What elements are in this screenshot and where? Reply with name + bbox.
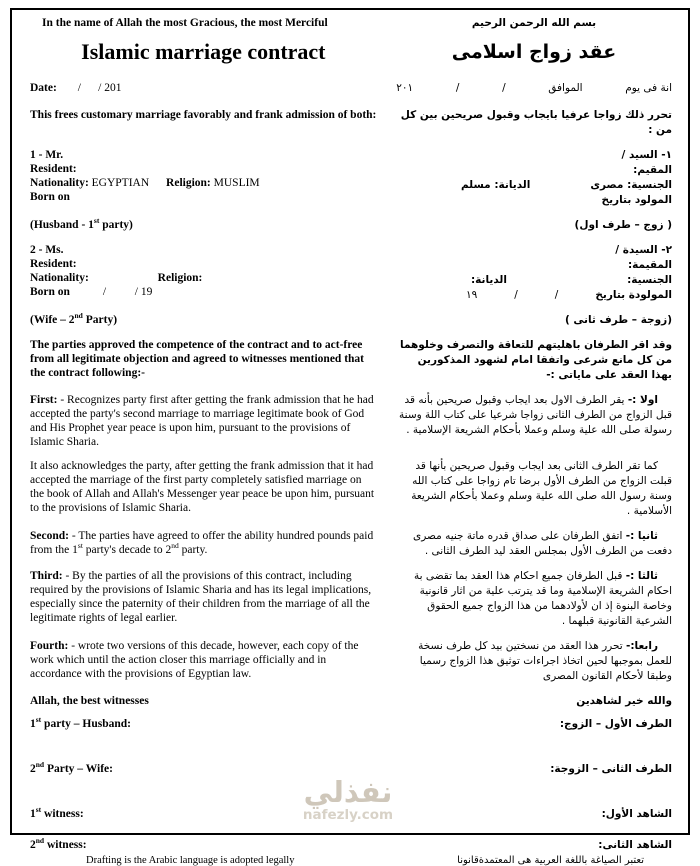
party2-nationality-label-en: Nationality: [30, 272, 89, 284]
party2-en [30, 243, 377, 299]
clause-third-ar [396, 569, 672, 629]
clause-second-text2-en: party's decade to 2 [82, 544, 172, 556]
party2-role-row [30, 313, 672, 328]
header-row [30, 16, 672, 31]
clause-second-label-ar: ثانيا :- [625, 530, 658, 542]
allah-witness-ar: والله خير لشاهدين [576, 695, 672, 707]
witness1-num: 1 [30, 808, 36, 820]
page-border-frame [10, 8, 690, 866]
witness2-row [30, 838, 672, 853]
party2-born-ar: المولودة بتاريخ [595, 289, 672, 301]
party1-role-en-sup: st [93, 216, 100, 226]
party2-resident-ar: المقيمة: [627, 259, 672, 271]
clause-second-text3-en: party. [178, 544, 208, 556]
clause-second-label-en: Second: [30, 530, 69, 542]
party1-role-en-text2: party) [99, 219, 133, 231]
party2-block [30, 243, 672, 303]
date-corresponding-ar: الموافق [548, 82, 583, 94]
party2-born-value-en: / / 19 [102, 286, 153, 298]
clause-second-text-ar: اتفق الطرفان على صداق قدره ماتة جنيه مصرى دفعت من الطرف الأول بمجلس العقد ليد الطرف الثانى . [412, 530, 672, 557]
clause-fourth-label-en: Fourth: [30, 640, 69, 652]
party1-nationality-ar: الجنسية: مصرى [590, 179, 672, 191]
clause-second-text1-en: - The parties have agreed to offer the ability hundred pounds paid from the 1 [30, 530, 374, 556]
witness1-text: witness: [41, 808, 84, 820]
clause-third-text-ar: قبل الطرفان جميع احكام هذا العقد بما تقضى بة احكام الشريعة الإسلامية وما قد يترتب علية من اثار قانونية وخاصة البنوة إذ ان لأولادهما من هذا الزواج جميع الحقوق الشرعية القانونية قبلهما . [414, 570, 672, 627]
party2-born-label-en: Born on [30, 286, 70, 298]
party2-nationality-line-en [30, 271, 377, 285]
clause-first-text-ar: يقر الطرف الاول بعد ايجاب وقبول صريحين بأنه قد قبل الزواج من الطرف الثانى زواجا شرعيا على كتاب اللة وسنة رسولة صلى الله علية وسلم وعملا بأحكام الشريعة الإسلامية . [399, 394, 672, 436]
party1-nationality-value-en: EGYPTIAN [91, 177, 150, 189]
party2-born-slash2-ar: / [514, 289, 518, 301]
witness2-num: 2 [30, 839, 36, 851]
clause-third-text-en: - By the parties of all the provisions of this contract, including required by the provisions of Islamic Sharia and has its legal implications, especially since the paternity of their children from the marriage of all the legitimate rights of legal earlier. [30, 570, 372, 624]
date-row [30, 81, 672, 96]
party2-number-ar: ٢- السيدة / [615, 244, 672, 256]
approval-row [30, 338, 672, 383]
signature-party2-text: Party – Wife: [44, 763, 113, 775]
acknowledgement-en: It also acknowledges the party, after getting the frank admission that it had accepted the marriage of the first party completely satisfied marriage on the book of Allah and Allah's Messenger year peace be upon him, pursuant to the provisions of Islamic Sharia. [30, 460, 375, 514]
party1-number-en: 1 - Mr. [30, 149, 64, 161]
witness2-en [30, 838, 377, 852]
signature-party2-row [30, 762, 672, 777]
party2-religion-ar: الديانة: [470, 274, 507, 286]
party1-nationality-label-en: Nationality: [30, 177, 89, 189]
signature-party1-num: 1 [30, 718, 36, 730]
clause-fourth-label-ar: رابعا:- [625, 640, 658, 652]
document-title-ar: عقد زواج اسلامى [451, 41, 617, 63]
party2-role-en-text2: Party) [82, 314, 118, 326]
signature-party1-row [30, 717, 672, 732]
watermark-url: nafezly.com [302, 807, 394, 823]
witness2-ar: الشاهد الثانى: [598, 839, 672, 851]
clause-second-en [30, 529, 377, 557]
party1-born-en: Born on [30, 191, 70, 203]
party1-resident-ar: المقيم: [633, 164, 672, 176]
date-label-en: Date: [30, 82, 57, 94]
party1-religion-value-en: MUSLIM [213, 177, 260, 189]
intro-en: This frees customary marriage favorably and frank admission of both: [30, 109, 377, 121]
witness1-ar: الشاهد الأول: [601, 808, 672, 820]
party2-religion-label-en: Religion: [157, 272, 203, 284]
signature-party1-sup: st [35, 715, 42, 725]
approval-ar: وقد اقر الطرفان باهليتهم للتعاقة والتصرف وخلوهما من كل مانع شرعى واتفقا امام لشهود المذكورين بهذا العقد على ماياتى :- [400, 339, 672, 381]
date-day-ar: انة فى يوم [625, 82, 672, 94]
clause-fourth-text-en: - wrote two versions of this decade, however, each copy of the work which until the action closer this marriage officially and in accordance with the provisions of Egyptian law. [30, 640, 359, 680]
footer-note-ar: تعتبر الصياغة باللغة العربية هى المعتمدةقانونا [457, 855, 644, 866]
party2-resident-en: Resident: [30, 258, 77, 270]
signature-party1-text: party – Husband: [41, 718, 131, 730]
party2-born-slash1-ar: / [554, 289, 559, 301]
party1-nationality-line-en [30, 176, 377, 190]
clause-third-label-en: Third: [30, 570, 63, 582]
signature-party1-en [30, 717, 377, 731]
document-title-en: Islamic marriage contract [81, 39, 326, 64]
party2-role-en-sup: nd [74, 311, 83, 321]
party1-ar [396, 148, 672, 208]
party1-born-ar: المولود بتاريخ [601, 194, 672, 206]
clause-first-ar [396, 393, 672, 438]
footer-note-en: Drafting is the Arabic language is adopted legally [86, 855, 295, 866]
party2-role-ar: (زوجة – طرف ثانى ) [564, 314, 672, 326]
watermark-logo-text: نفذلي [303, 775, 393, 809]
party2-role-en-text1: (Wife – 2 [30, 314, 75, 326]
date-line-en [30, 81, 376, 95]
intro-ar: تحرر ذلك زواجا عرفيا بايجاب وقبول صريحين بين كل من : [400, 109, 672, 136]
clause-first-label-ar: اولا :- [627, 394, 658, 406]
party1-religion-label-en: Religion: [166, 177, 211, 189]
clause-first-row [30, 393, 672, 449]
party1-role-en-text1: (Husband - 1 [30, 219, 94, 231]
party1-role-ar: ( زوج – طرف اول) [574, 219, 672, 231]
signature-party2-en [30, 762, 377, 776]
clause-third-row [30, 569, 672, 629]
acknowledgement-row [30, 459, 672, 519]
signature-party2-ar: الطرف الثانى – الزوجة: [550, 763, 672, 775]
party1-block [30, 148, 672, 208]
party2-ar [396, 243, 672, 303]
clause-second-ar [396, 529, 672, 559]
witness2-sup: nd [35, 836, 45, 846]
signature-party2-sup: nd [35, 760, 45, 770]
date-value-en: / / 201 [77, 82, 122, 94]
party1-role-en [30, 218, 377, 232]
intro-row [30, 108, 672, 138]
clause-first-en [30, 393, 377, 449]
clause-fourth-en [30, 639, 377, 681]
party1-en [30, 148, 377, 204]
title-row [30, 39, 672, 65]
party2-born-year-ar: ١٩ [465, 289, 478, 301]
clause-second-sup2-en: nd [171, 541, 179, 551]
clause-fourth-ar [396, 639, 672, 684]
date-line-ar [376, 81, 672, 96]
party2-nationality-line-ar [396, 273, 672, 288]
bismillah-en: In the name of Allah the most Gracious, the most Merciful [42, 17, 328, 29]
footer-row [30, 855, 672, 866]
allah-witness-row [30, 694, 672, 709]
allah-witness-en: Allah, the best witnesses [30, 695, 149, 707]
acknowledgement-ar: كما تقر الطرف الثانى بعد ايجاب وقبول صريحين بأنها قد قبلت الزواج من الطرف الأول برضا تام زواجا على كتاب الله وسنة رسول الله صلى الله علية وسلم وعملا بأحكام الشريعة الأسلامية . [411, 460, 672, 517]
clause-fourth-row [30, 639, 672, 684]
party1-number-ar: ١- السيد / [621, 149, 672, 161]
witness2-text: witness: [44, 839, 87, 851]
party1-role-row [30, 218, 672, 233]
clause-first-text-en: - Recognizes party first after getting the frank admission that he had accepted the party's second marriage to marriage legitimate book of God and His Prophet year peace is upon him, pursuant to the provisions of Islamic Sharia. [30, 394, 374, 448]
clause-third-en [30, 569, 377, 625]
party2-nationality-ar: الجنسية: [627, 274, 672, 286]
clause-third-label-ar: ثالثا :- [625, 570, 658, 582]
party1-resident-en: Resident: [30, 163, 77, 175]
party1-religion-ar: الديانة: مسلم [460, 179, 531, 191]
party2-born-line-ar [396, 288, 672, 303]
party1-nationality-line-ar [396, 178, 672, 193]
clause-first-label-en: First: [30, 394, 58, 406]
signature-party1-ar: الطرف الأول – الزوج: [559, 718, 672, 730]
bismillah-ar: بسم الله الرحمن الرحيم [471, 17, 597, 29]
clause-fourth-text-ar: تحرر هذا العقد من نسختين بيد كل طرف نسخة للعمل بموجبها لحين اتخاذ اجراءات توثيق هذا الزواج رسميا وطبقا لأحكام القانون المصرى [418, 640, 672, 682]
clause-second-row [30, 529, 672, 559]
date-year-ar: ٢٠١ [396, 82, 414, 94]
witness1-sup: st [35, 805, 42, 815]
witness1-en [30, 807, 377, 821]
party2-role-en [30, 313, 377, 327]
party2-born-line-en [30, 285, 377, 299]
witness1-row [30, 807, 672, 822]
party2-number-en: 2 - Ms. [30, 244, 64, 256]
signature-party2-num: 2 [30, 763, 36, 775]
date-slash2-ar: / [455, 82, 460, 94]
date-slash1-ar: / [502, 82, 506, 94]
approval-en: The parties approved the competence of the contract and to act-free from all legitimate objection and agreed to witnesses mentioned that the contract following:- [30, 339, 364, 379]
clause-second-sup1-en: st [77, 541, 83, 551]
